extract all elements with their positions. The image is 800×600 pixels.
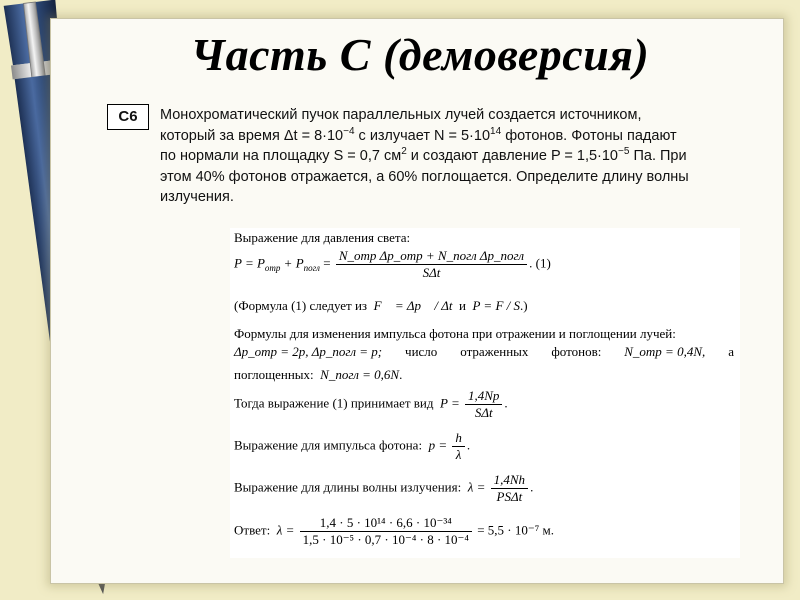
slide-title: Часть С (демоверсия)	[190, 29, 650, 80]
solution-line-4: Формулы для изменения импульса фотона при отражении и поглощении лучей:	[234, 326, 676, 341]
solution-line-1: Выражение для давления света:	[234, 230, 411, 245]
solution-formula-4: Выражение для длины волны излучения: λ = $\frac{1,4Nh}{\text{PSΔt}}$ .	[234, 472, 534, 504]
solution-formula-2: Тогда выражение (1) принимает вид P = $\frac{1,4Np}{\text{SΔt}}$ .	[234, 388, 508, 420]
problem-line-1: Монохроматический пучок параллельных лучей создается источником,	[160, 107, 642, 123]
problem-line-3: по нормали на площадку S = 0,7 $см^2$ и создают давление $P = 1,5\cdot 10^{-5}$ Па. При	[160, 146, 687, 164]
solution-line-5: Δp_отр = 2p, Δp_погл = p; число отраженных фотонов: N_отр = 0,4N, а	[234, 344, 734, 359]
problem-line-2: который за время $\Delta t = 8\cdot 10^{-4}$ с излучает $N = 5\cdot 10^{14}$ фотонов. Фотоны падают	[160, 125, 677, 144]
problem-line-4: этом 40% фотонов отражается, а 60% поглощается. Определите длину волны	[160, 168, 689, 185]
solution-formula-3: Выражение для импульса фотона: p = $\frac{h}{\lambda}$ .	[234, 430, 471, 462]
problem-line-5: излучения.	[160, 189, 234, 205]
solution-line-3: (Формула (1) следует из F⃗ = Δp⃗ / Δt и P = F / S.)	[234, 298, 528, 313]
solution-answer: Ответ: λ = $\frac{\text{1,4 · 5 · 10¹⁴ · 6,6 · 10⁻³⁴}}{\text{1,5 · 10⁻⁵ · 0,7 · 10⁻⁴ · 8 · 10⁻⁴}}$ = 5,5 · 10⁻⁷ м.	[234, 515, 554, 547]
problem-statement	[160, 105, 710, 208]
solution-panel	[230, 228, 740, 558]
solution-formula-1: $P = P_{отр} + P_{погл}$ = $\frac{\text{N\_отр Δp\_отр + N\_погл Δp\_погл}}{\text{SΔt}}$ . (1)	[234, 248, 551, 280]
problem-label: С6	[107, 104, 149, 130]
solution-line-6: поглощенных: N_погл = 0,6N.	[234, 367, 403, 382]
